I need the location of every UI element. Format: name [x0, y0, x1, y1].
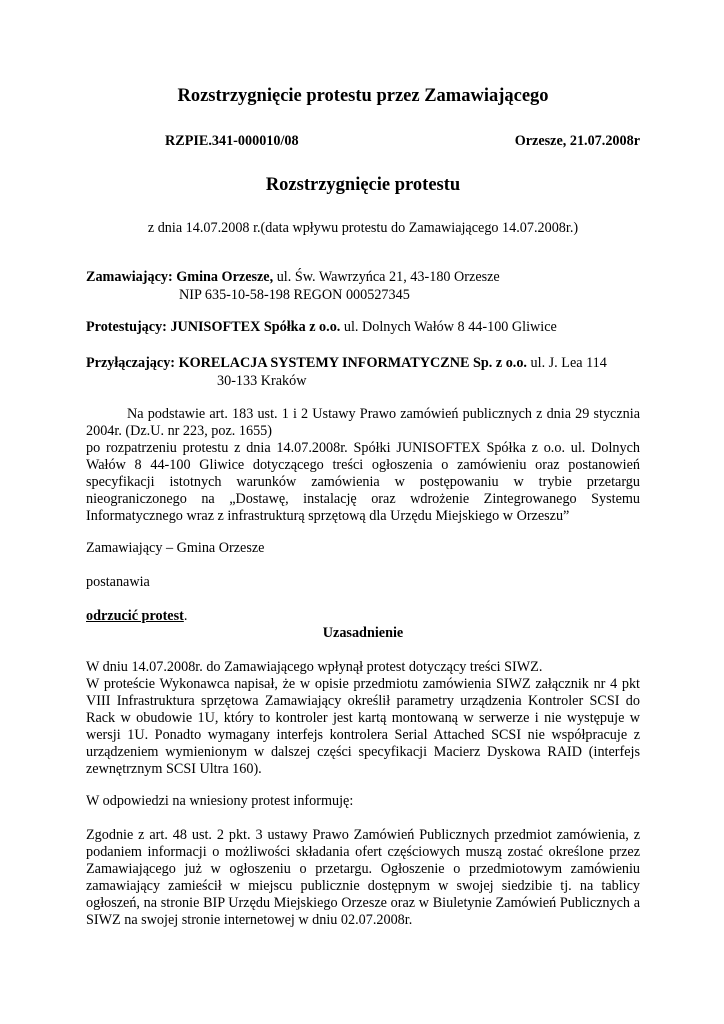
protest-subject-paragraph: po rozpatrzeniu protestu z dnia 14.07.2008r. Spółki JUNISOFTEX Spółka z o.o. ul. Dolnych Wałów 8 44-100 Gliwice dotyczącego treści ogłoszenia o zamówieniu oraz postanowień specyfikacji istotnych warunków zamówienia w postępowaniu w trybie przetargu nieograniczonego na „Dostawę, instalację oraz wdrożenie Zintegrowanego Systemu Informatycznego wraz z infrastrukturą sprzętową dla Urzędu Miejskiego w Orzeszu” — [86, 440, 640, 524]
place-and-date: Orzesze, 21.07.2008r — [514, 133, 640, 149]
party-label: Przyłączający: — [86, 355, 176, 371]
decision-line — [86, 608, 187, 625]
party-label: Protestujący: — [86, 319, 167, 335]
party-protestujacy — [86, 319, 557, 336]
postanawia-line: postanawia — [86, 574, 150, 590]
party-zamawiajacy — [86, 269, 500, 286]
party-name: KORELACJA SYSTEMY INFORMATYCZNE Sp. z o.o. — [178, 355, 527, 371]
party-city: 30-133 Kraków — [217, 373, 307, 389]
section-title: Rozstrzygnięcie protestu — [265, 175, 461, 195]
document-title: Rozstrzygnięcie protestu przez Zamawiającego — [177, 86, 549, 106]
party-address: ul. J. Lea 114 — [526, 355, 607, 371]
reference-number: RZPIE.341-000010/08 — [165, 133, 299, 149]
party-name: Gmina Orzesze, — [176, 269, 274, 285]
protest-date-line: z dnia 14.07.2008 r.(data wpływu protestu do Zamawiającego 14.07.2008r.) — [147, 220, 579, 236]
party-address: ul. Św. Wawrzyńca 21, 43-180 Orzesze — [273, 269, 500, 285]
party-przylaczajacy — [86, 355, 607, 372]
zamawiajacy-line: Zamawiający – Gmina Orzesze — [86, 540, 265, 556]
response-paragraph: Zgodnie z art. 48 ust. 2 pkt. 3 ustawy Prawo Zamówień Publicznych przedmiot zamówienia, z podaniem informacji o możliwości składania ofert częściowych muszą zostać określone przez Zamawiającego już w ogłoszeniu o przetargu. Ogłoszenie o przedmiotowym zamówieniu zamawiający zamieścił w miejscu publicznie dostępnym w swojej siedzibie tj. na tablicy ogłoszeń, na stronie BIP Urzędu Miejskiego Orzesze oraz w Biuletynie Zamówień Publicznych a SIWZ na swojej stronie internetowej w dniu 02.07.2008r. — [86, 827, 640, 928]
response-intro: W odpowiedzi na wniesiony protest informuję: — [86, 793, 354, 809]
reason-paragraph: W proteście Wykonawca napisał, że w opisie przedmiotu zamówienia SIWZ załącznik nr 4 pkt VIII Infrastruktura sprzętowa Zamawiający określił parametry urządzenia Kontroler SCSI do Rack w obudowie 1U, który to kontroler jest kartą montowaną w serwerze i nie występuje w wersji 1U. Ponadto wymagany interfejs kontrolera Serial Attached SCSI nie współpracuje z urządzeniem wymienionym w dalszej części specyfikacji Macierz Dyskowa RAID (interfejs zewnętrznym SCSI Ultra 160). — [86, 676, 640, 777]
party-ids: NIP 635-10-58-198 REGON 000527345 — [179, 287, 410, 303]
party-name: JUNISOFTEX Spółka z o.o. — [170, 319, 341, 335]
decision-text: odrzucić protest — [86, 608, 184, 624]
party-address: ul. Dolnych Wałów 8 44-100 Gliwice — [340, 319, 557, 335]
legal-basis-paragraph: Na podstawie art. 183 ust. 1 i 2 Ustawy Prawo zamówień publicznych z dnia 29 stycznia 2004r. (Dz.U. nr 223, poz. 1655) — [86, 406, 640, 439]
justification-heading: Uzasadnienie — [322, 625, 404, 641]
party-label: Zamawiający: — [86, 269, 173, 285]
decision-period: . — [183, 608, 188, 624]
reason-first-line: W dniu 14.07.2008r. do Zamawiającego wpłynął protest dotyczący treści SIWZ. — [86, 659, 543, 675]
